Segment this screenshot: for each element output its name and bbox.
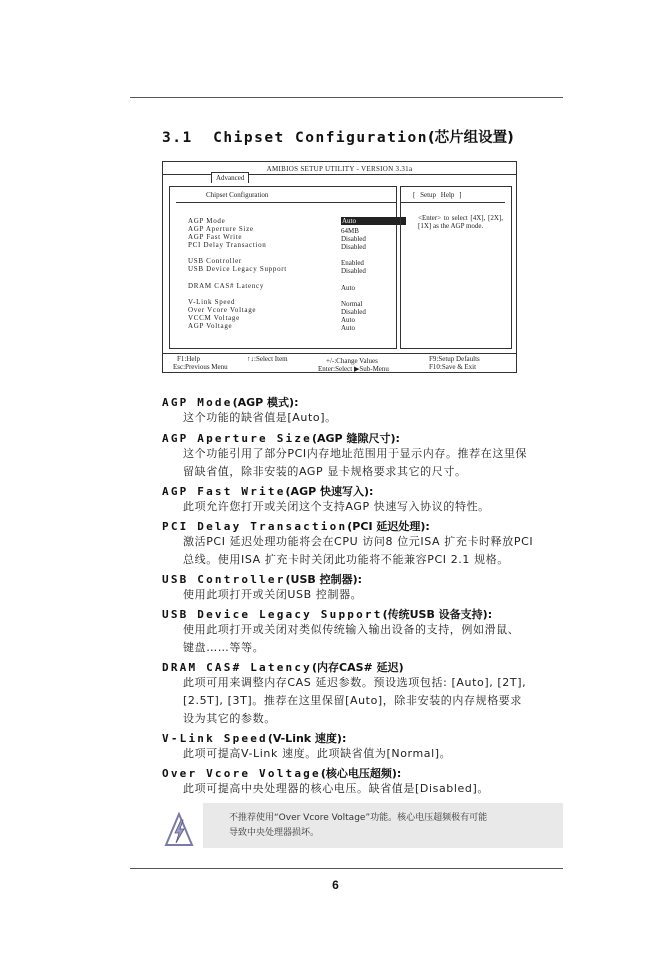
bios-option-value-selected[interactable]: Auto	[341, 217, 406, 225]
note-line: 导致中央处理器损坏。	[229, 828, 320, 838]
footer-select-item-label: :Select Item	[254, 355, 288, 363]
bios-option-value[interactable]: Enabled	[341, 259, 364, 267]
section-heading-text: V-Link Speed	[162, 732, 268, 745]
footer-sub-menu-label: Sub-Menu	[359, 365, 389, 373]
bios-option-value[interactable]: Disabled	[341, 235, 366, 243]
section-heading-cjk: (AGP 缝隙尺寸):	[311, 432, 400, 445]
section-body-line: 设为其它的参数。	[183, 712, 276, 725]
section-heading-cjk: (AGP 模式):	[232, 396, 299, 409]
section-body-line: [2.5T], [3T]。推荐在这里保留[Auto]，除非安装的内存规格要求	[183, 694, 523, 707]
bios-tab-advanced[interactable]: Advanced	[211, 172, 249, 183]
section-heading-text: USB Device Legacy Support	[162, 608, 383, 621]
bios-option-label: AGP Voltage	[188, 322, 233, 330]
section-heading-text: AGP Mode	[162, 396, 233, 409]
bios-option-value[interactable]: Auto	[341, 284, 355, 292]
bios-option-label: USB Controller	[188, 257, 242, 265]
section-body-line: 留缺省值，除非安装的AGP 显卡规格要求其它的尺寸。	[183, 465, 467, 478]
bios-option-label: AGP Aperture Size	[188, 225, 254, 233]
page-number: 6	[332, 878, 339, 892]
bios-help-panel	[400, 186, 512, 349]
section-number: 3.1	[162, 130, 193, 146]
section-body-line: 此项可提高中央处理器的核心电压。缺省值是[Disabled]。	[183, 782, 489, 795]
bottom-rule	[130, 868, 563, 869]
section-heading-cjk: (USB 控制器):	[285, 573, 363, 586]
bios-option-value[interactable]: Disabled	[341, 308, 366, 316]
bios-option-value[interactable]: Auto	[341, 316, 355, 324]
bios-option-value[interactable]: Disabled	[341, 267, 366, 275]
footer-setup-defaults: F9:Setup Defaults	[429, 355, 480, 363]
footer-save-exit: F10:Save & Exit	[429, 363, 477, 371]
section-heading-text: DRAM CAS# Latency	[162, 661, 312, 674]
right-triangle-icon: ▶	[353, 365, 360, 373]
section-heading-cjk: (传统USB 设备支持):	[382, 608, 493, 621]
warning-note	[203, 803, 563, 848]
footer-previous-menu: Esc:Previous Menu	[173, 363, 228, 371]
section-heading-cjk: (内存CAS# 延迟)	[311, 661, 404, 674]
bios-panel-title: Chipset Configuration	[206, 191, 269, 199]
footer-enter-select-label: Enter:Select	[318, 365, 353, 373]
section-heading-cjk: (V-Link 速度):	[267, 732, 347, 745]
bios-screen	[162, 161, 517, 373]
bios-option-value[interactable]: 64MB	[341, 227, 359, 235]
section-body-line: 此项可用来调整内存CAS 延迟参数。预设选项包括: [Auto], [2T],	[183, 676, 527, 689]
section-body-line: 激活PCI 延迟处理功能将会在CPU 访问8 位元ISA 扩充卡时释放PCI	[183, 535, 534, 548]
section-body-line: 这个功能的缺省值是[Auto]。	[183, 411, 337, 424]
bios-header: AMIBIOS SETUP UTILITY - VERSION 3.31a	[266, 165, 413, 173]
section-heading-text: PCI Delay Transaction	[162, 520, 348, 533]
footer-select-item	[247, 355, 288, 363]
bios-help-title: [ Setup Help ]	[413, 191, 462, 199]
section-title-cjk: (芯片组设置)	[428, 130, 514, 146]
section-heading-text: Over Vcore Voltage	[162, 767, 321, 780]
section-heading-cjk: (AGP 快速写入):	[285, 485, 374, 498]
section-body-line: 键盘……等等。	[183, 641, 265, 654]
section-body-line: 此项可提高V-Link 速度。此项缺省值为[Normal]。	[183, 747, 452, 760]
bios-option-label: DRAM CAS# Latency	[188, 282, 265, 290]
bios-option-label: AGP Mode	[188, 217, 226, 225]
section-heading-cjk: (PCI 延迟处理):	[347, 520, 430, 533]
section-body-line: 此项允许您打开或关闭这个支持AGP 快速写入协议的特性。	[183, 500, 490, 513]
note-line: 不推荐使用“Over Vcore Voltage”功能。核心电压超频极有可能	[229, 813, 488, 823]
footer-change-values: +/-:Change Values	[326, 357, 378, 365]
bios-option-label: USB Device Legacy Support	[188, 265, 287, 273]
bios-help-text: <Enter> to select [4X], [2X], [1X] as the AGP mode.	[418, 214, 503, 230]
bios-option-label: V-Link Speed	[188, 298, 236, 306]
bios-option-value[interactable]: Normal	[341, 300, 363, 308]
bios-option-label: AGP Fast Write	[188, 233, 243, 241]
bios-main-panel	[169, 186, 397, 349]
section-body-line: 使用此项打开或关闭USB 控制器。	[183, 588, 363, 601]
section-title	[162, 126, 514, 147]
section-heading-text: AGP Aperture Size	[162, 432, 312, 445]
bios-option-label: Over Vcore Voltage	[188, 306, 257, 314]
section-heading-text: USB Controller	[162, 573, 286, 586]
bios-option-value[interactable]: Disabled	[341, 243, 366, 251]
bios-panel-divider	[176, 202, 396, 203]
top-rule	[130, 97, 563, 98]
section-body-line: 总线。使用ISA 扩充卡时关闭此功能将不能兼容PCI 2.1 规格。	[183, 553, 509, 566]
bios-option-label: PCI Delay Transaction	[188, 241, 267, 249]
section-title-text: Chipset Configuration	[213, 130, 428, 146]
updown-arrow-icon: ↑↓	[247, 355, 254, 363]
footer-help: F1:Help	[177, 355, 200, 363]
bios-option-label: VCCM Voltage	[188, 314, 240, 322]
section-heading-cjk: (核心电压超频):	[320, 767, 402, 780]
bios-option-value[interactable]: Auto	[341, 324, 355, 332]
warning-lightning-icon	[164, 812, 194, 848]
note-text	[229, 811, 487, 841]
section-body-line: 使用此项打开或关闭对类似传统输入输出设备的支持，例如滑鼠、	[183, 623, 520, 636]
bios-help-divider	[401, 202, 505, 203]
section-heading-text: AGP Fast Write	[162, 485, 286, 498]
footer-enter-select	[318, 365, 389, 373]
section-body-line: 这个功能引用了部分PCI内存地址范围用于显示内存。推荐在这里保	[183, 447, 528, 460]
bios-footer-divider	[163, 353, 516, 354]
